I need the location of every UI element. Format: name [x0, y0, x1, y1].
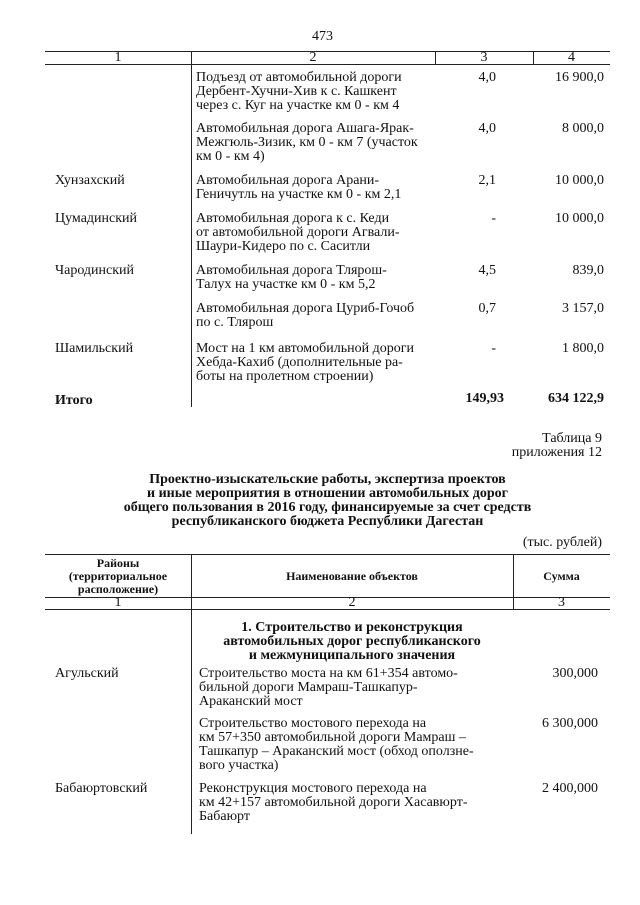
column-number: 2 [309, 50, 317, 65]
object-name-line: от автомобильной дороги Агвали- [196, 225, 400, 240]
object-name-line: Строительство мостового перехода на [199, 716, 427, 731]
total-length: 149,93 [465, 391, 504, 406]
title-line: Проектно-изыскательские работы, экспертиза проектов [149, 472, 506, 487]
sum-value: 839,0 [572, 263, 604, 278]
column-number: 3 [558, 595, 565, 610]
object-name-line: Автомобильная дорога Тлярош- [196, 263, 387, 278]
title-line: и иные мероприятия в отношении автомобильных дорог [147, 486, 508, 501]
table-row [199, 782, 467, 824]
object-name-line: боты на пролетном строении) [196, 369, 374, 384]
sum-value: 6 300,000 [542, 716, 598, 731]
table-row [196, 342, 414, 384]
section-title [191, 621, 513, 663]
section-title-line: и межмуниципального значения [248, 648, 456, 663]
total-label: Итого [55, 393, 93, 408]
page-number: 473 [312, 29, 333, 44]
sum-value: 2 400,000 [542, 781, 598, 796]
length-value: 4,5 [478, 263, 496, 278]
document-title [45, 473, 610, 529]
sum-value: 8 000,0 [562, 121, 604, 136]
column-number: 4 [568, 50, 575, 65]
length-value: 2,1 [478, 173, 496, 188]
table-row [196, 302, 414, 330]
column-number: 1 [114, 50, 122, 65]
object-name-line: Талух на участке км 0 - км 5,2 [196, 277, 376, 292]
table-row [199, 717, 474, 773]
district-name: Агульский [55, 666, 119, 681]
object-name-line: Ташкапур – Араканский мост (обход оползне- [199, 744, 474, 759]
object-name-line: Бабаюрт [199, 809, 250, 824]
object-name-line: Мост на 1 км автомобильной дороги [196, 341, 414, 356]
district-name: Бабаюртовский [55, 781, 148, 796]
district-name: Цумадинский [55, 211, 138, 226]
title-line: республиканского бюджета Республики Дагестан [171, 514, 484, 529]
sum-value: 1 800,0 [562, 341, 604, 356]
object-name-line: Автомобильная дорога Арани- [196, 173, 380, 188]
units-note: (тыс. рублей) [522, 535, 602, 550]
column-number: 1 [114, 595, 122, 610]
sum-value: 16 900,0 [555, 70, 604, 85]
object-name-line: Шаури-Кидеро по с. Саситли [196, 239, 371, 254]
header-line: Районы [96, 556, 140, 570]
district-name: Чародинский [55, 263, 135, 278]
length-value: - [491, 341, 496, 356]
column-header-sum: Сумма [543, 569, 580, 583]
object-name-line: Геничутль на участке км 0 - км 2,1 [196, 187, 402, 202]
length-value: 4,0 [478, 121, 496, 136]
object-name-line: Автомобильная дорога Цуриб-Гочоб [196, 301, 415, 316]
object-name-line: Межгюль-Зизик, км 0 - км 7 (участок [196, 135, 418, 150]
district-name: Хунзахский [55, 173, 125, 188]
table-row [199, 667, 458, 709]
district-name: Шамильский [55, 341, 134, 356]
sum-value: 10 000,0 [555, 211, 604, 226]
section-title-line: автомобильных дорог республиканского [223, 634, 481, 649]
title-line: общего пользования в 2016 году, финансируемые за счет средств [123, 500, 532, 515]
section-title-line: 1. Строительство и реконструкция [241, 620, 463, 635]
table-row [196, 174, 401, 202]
object-name-line: Автомобильная дорога Ашага-Ярак- [196, 121, 414, 136]
column-number: 2 [348, 595, 356, 610]
object-name-line: бильной дороги Мамраш-Ташкапур- [199, 680, 418, 695]
object-name-line: Строительство моста на км 61+354 автомо- [199, 666, 458, 681]
object-name-line: км 0 - км 4) [196, 149, 265, 164]
table-row [196, 122, 418, 164]
object-name-line: Дербент-Хучни-Хив к с. Кашкент [196, 84, 397, 99]
object-name-line: Реконструкция мостового перехода на [199, 781, 427, 796]
object-name-line: через с. Куг на участке км 0 - км 4 [196, 98, 400, 113]
object-name-line: Подъезд от автомобильной дороги [196, 70, 402, 85]
object-name-line: Хебда-Кахиб (дополнительные ра- [196, 355, 403, 370]
table-row [196, 71, 402, 113]
object-name-line: км 42+157 автомобильной дороги Хасавюрт- [199, 795, 468, 810]
table-row [196, 264, 387, 292]
object-name-line: Араканский мост [199, 694, 303, 709]
length-value: 4,0 [478, 70, 496, 85]
table-caption: Таблица 9 [542, 431, 602, 446]
header-line: расположение) [77, 582, 159, 596]
total-sum: 634 122,9 [548, 391, 604, 406]
column-header-object: Наименование объектов [286, 569, 418, 583]
column-header-district [45, 557, 191, 596]
length-value: - [491, 211, 496, 226]
object-name-line: Автомобильная дорога к с. Кеди [196, 211, 390, 226]
table-caption: приложения 12 [511, 445, 602, 460]
table-1-divider [191, 51, 192, 407]
object-name-line: по с. Тлярош [196, 315, 274, 330]
table-2-top-rule [45, 554, 610, 555]
length-value: 0,7 [478, 301, 496, 316]
column-number: 3 [480, 50, 488, 65]
sum-value: 3 157,0 [562, 301, 604, 316]
object-name-line: км 57+350 автомобильной дороги Мамраш – [199, 730, 466, 745]
object-name-line: вого участка) [199, 758, 279, 773]
table-row [196, 212, 400, 254]
header-line: (территориальное [68, 569, 168, 583]
sum-value: 300,000 [552, 666, 598, 681]
sum-value: 10 000,0 [555, 173, 604, 188]
